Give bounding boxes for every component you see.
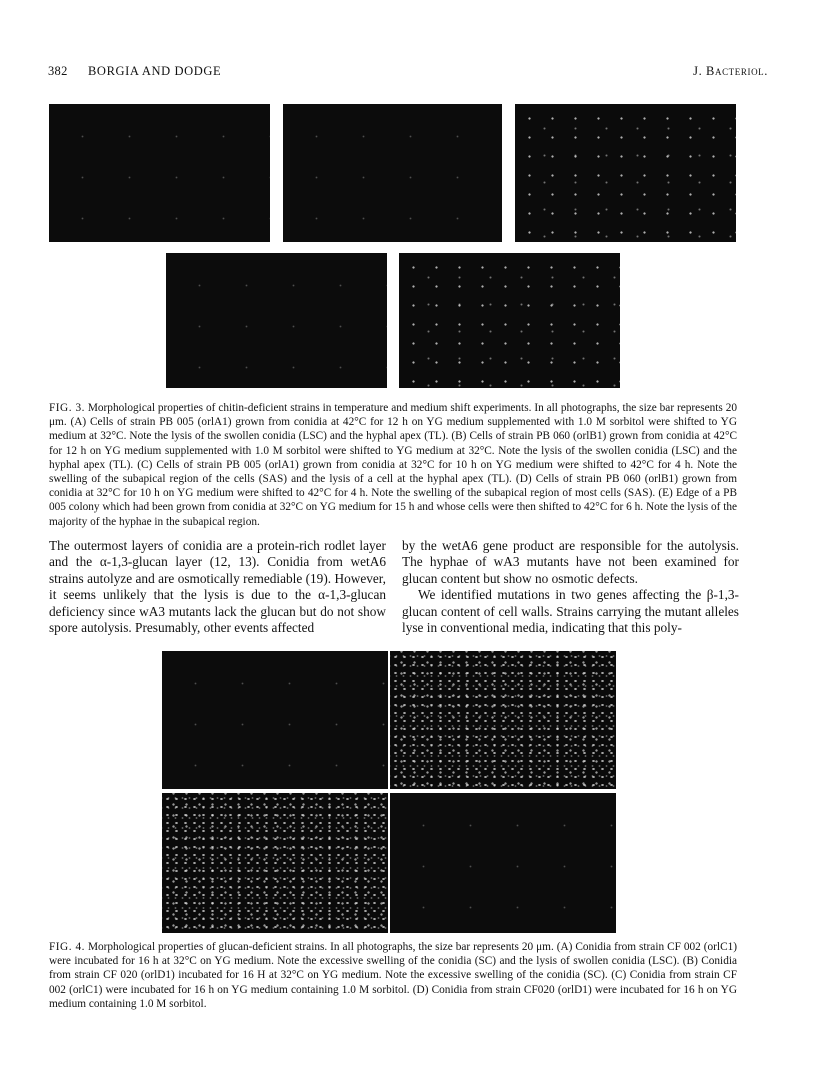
fig3-panel-c: [515, 104, 736, 242]
fig3-label: FIG. 3.: [49, 402, 85, 414]
journal-name: J. Bacteriol.: [693, 64, 768, 78]
fig4-label: FIG. 4.: [49, 941, 85, 953]
page-number: 382: [48, 64, 68, 78]
fig3-caption-text: Morphological properties of chitin-deficient strains in temperature and medium shift experiments. In all photographs, the size bar represents 20 μm. (A) Cells of strain PB 005 (orlA1) grown from conidia at 42°C for 12 h on YG medium supplemented with 1.0 M sorbitol were shifted to YG medium at 32°C. Note the lysis of the swollen conidia (LSC) and the hyphal apex (TL). (B) Cells of strain PB 060 (orlB1) grown from conidia at 42°C for 12 h on YG medium supplemented with 1.0 M sorbitol were shifted to YG medium at 32°C. Note the lysis of the swollen conidia (LSC) and the hyphal apex (TL). (C) Cells of strain PB 005 (orlA1) grown from conidia at 32°C for 10 h on YG medium were shifted to 42°C for 4 h. Note the swelling of the subapical region of the cells (SAS) and the lysis of a cell at the hyphal apex (TL). (D) Cells of strain PB 060 (orlB1) grown from conidia at 32°C for 10 h on YG medium were shifted to 42°C for 4 h. Note the swelling of the subapical region of most cells (SAS). (E) Edge of a PB 005 colony which had been grown from conidia at 32°C on YG medium for 15 h and whose cells were then shifted to 42°C for 6 h. Note the lysis of the majority of the hyphae in the subapical region.: [49, 402, 737, 528]
body-right-p2: We identified mutations in two genes affecting the β-1,3-glucan content of cell walls. Strains carrying the mutant alleles lyse in conventional media, indicating that this poly-: [402, 587, 739, 636]
fig3-caption: [49, 401, 737, 529]
fig4-panel-b: [390, 651, 616, 789]
fig3-panel-e: [399, 253, 620, 388]
fig4-panel-d: [390, 793, 616, 933]
fig3-panel-d: [166, 253, 387, 388]
fig4-panel-a: [162, 651, 388, 789]
fig4-caption: [49, 940, 737, 1011]
running-header: [48, 64, 768, 82]
running-authors: BORGIA AND DODGE: [88, 64, 222, 78]
body-right-p1: by the wetA6 gene product are responsible for the autolysis. The hyphae of wA3 mutants have not been examined for glucan content but show no osmotic defects.: [402, 538, 739, 586]
fig3-panel-a: [49, 104, 270, 242]
fig4-panel-c: [162, 793, 388, 933]
fig3-panel-b: [283, 104, 502, 242]
body-right-column: [402, 538, 739, 636]
fig4-caption-text: Morphological properties of glucan-deficient strains. In all photographs, the size bar represents 20 μm. (A) Conidia from strain CF 002 (orlC1) were incubated for 16 h at 32°C on YG medium. Note the excessive swelling of the conidia (SC) and the lysis of swollen conidia (LSC). (B) Conidia from strain CF 020 (orlD1) incubated for 16 H at 32°C on YG medium. Note the excessive swelling of the conidia (SC). (C) Conidia from strain CF 002 (orlC1) were incubated for 16 h on YG medium containing 1.0 M sorbitol. (D) Conidia from strain CF020 (orlD1) were incubated for 16 h on YG medium containing 1.0 M sorbitol.: [49, 941, 738, 1010]
body-left-column: The outermost layers of conidia are a protein-rich rodlet layer and the α-1,3-glucan layer (12, 13). Conidia from wetA6 strains autolyze and are osmotically remediable (19). However, it seems unlikely that the lysis is due to the α-1,3-glucan deficiency since wA3 mutants lack the glucan but do not show spore autolysis. Presumably, other events affected: [49, 538, 386, 636]
